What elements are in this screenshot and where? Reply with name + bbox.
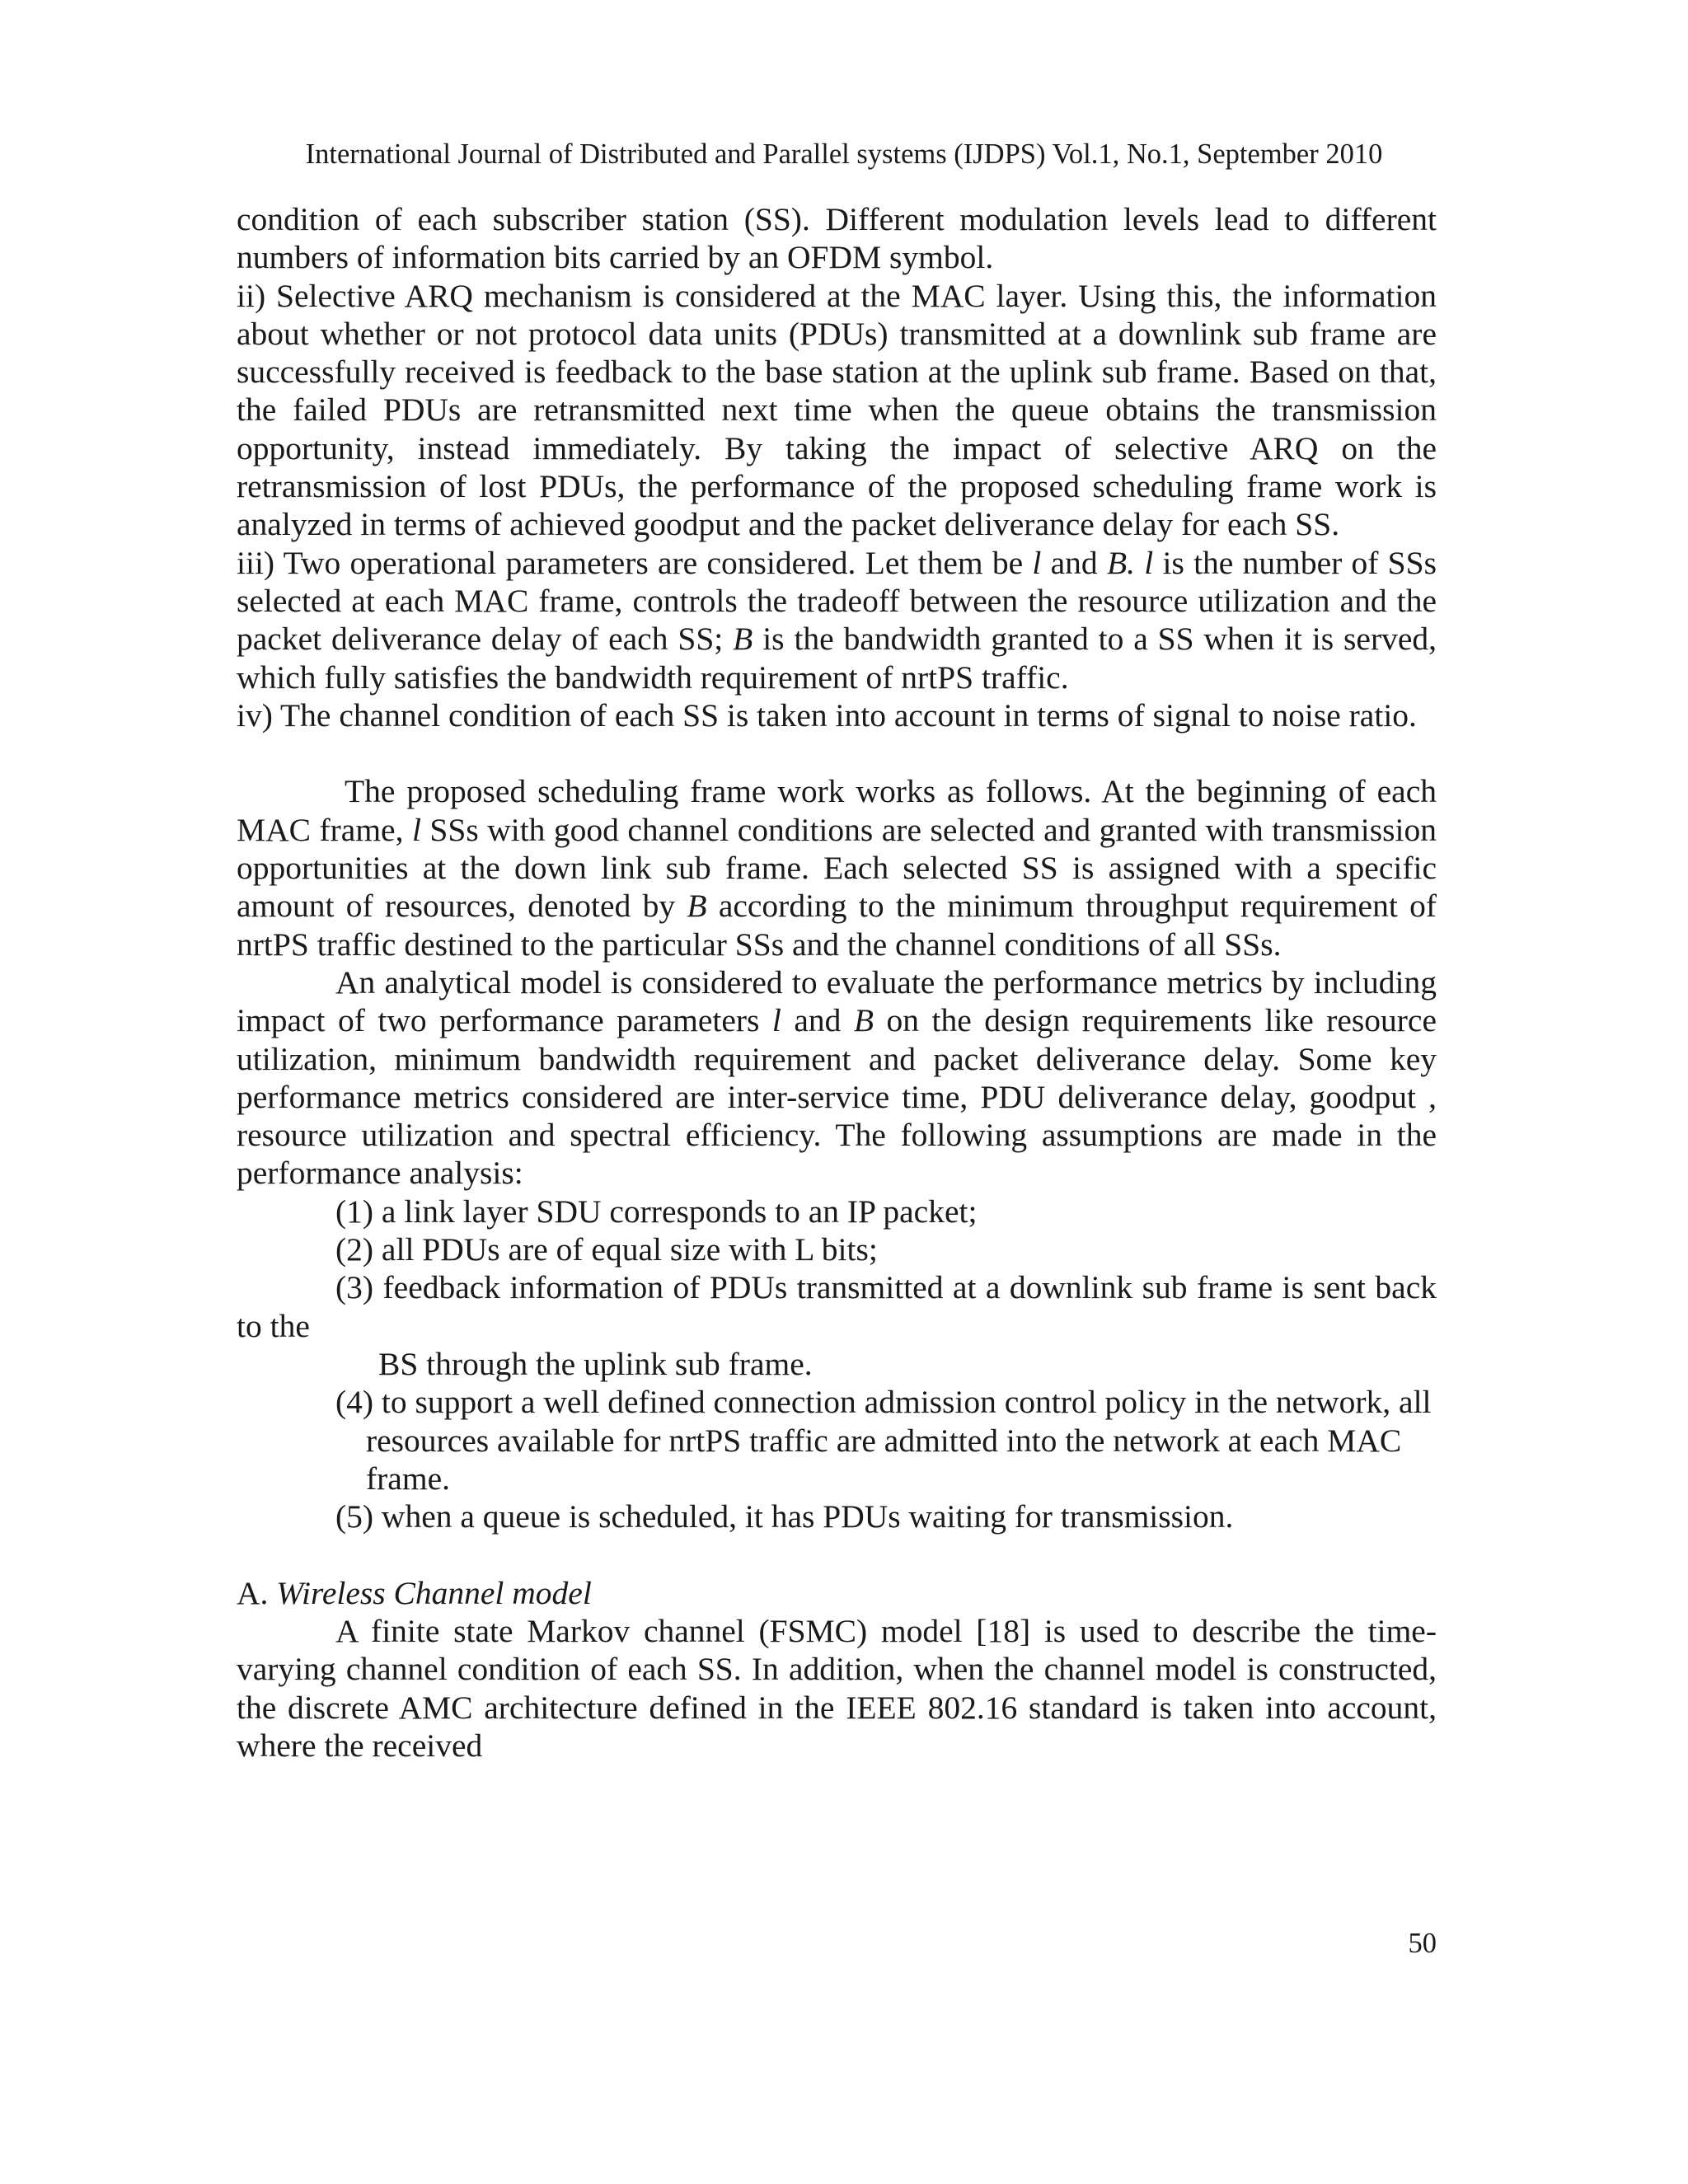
- assumption-5: (5) when a queue is scheduled, it has PDUs waiting for transmission.: [335, 1498, 1234, 1535]
- scheduling-paragraph-2: An analytical model is considered to evaluate the performance metrics by including impact of two performance parameters l and B on the design requirements like resource utilization, minimum bandwidth requirement and packet deliverance delay. Some key performance metrics considered are inter-service time, PDU deliverance delay, goodput , resource utilization and spectral efficiency. The following assumptions are made in the performance analysis:: [237, 963, 1437, 1192]
- section-a-paragraph: A finite state Markov channel (FSMC) model [18] is used to describe the time-varying channel condition of each SS. In addition, when the channel model is constructed, the discrete AMC architecture defined in the IEEE 802.16 standard is taken into account, where the received: [237, 1612, 1437, 1764]
- list-item-iii: iii) Two operational parameters are considered. Let them be l and B. l is the number of SSs selected at each MAC frame, controls the tradeoff between the resource utilization and the packet deliverance delay of each SS; B is the bandwidth granted to a SS when it is served, which fully satisfies the bandwidth requirement of nrtPS traffic.: [237, 544, 1437, 696]
- body-text: [237, 200, 1437, 1765]
- section-a-heading: A. Wireless Channel model: [237, 1574, 592, 1611]
- assumption-3-line-2: BS through the uplink sub frame.: [378, 1345, 813, 1382]
- paragraph-gap: [237, 734, 1437, 772]
- assumption-3-line-1: (3) feedback information of PDUs transmitted at a downlink sub frame is sent back to the: [237, 1269, 1437, 1344]
- scheduling-paragraph-1: The proposed scheduling frame work works as follows. At the beginning of each MAC frame, l SSs with good channel conditions are selected and granted with transmission opportunities at the down link sub frame. Each selected SS is assigned with a specific amount of resources, denoted by B according to the minimum throughput requirement of nrtPS traffic destined to the particular SSs and the channel conditions of all SSs.: [237, 773, 1437, 963]
- assumption-4-line-1: (4) to support a well defined connection admission control policy in the network, all: [335, 1384, 1432, 1421]
- list-item-ii: ii) Selective ARQ mechanism is considered at the MAC layer. Using this, the information about whether or not protocol data units (PDUs) transmitted at a downlink sub frame are successfully received is feedback to the base station at the uplink sub frame. Based on that, the failed PDUs are retransmitted next time when the queue obtains the transmission opportunity, instead immediately. By taking the impact of selective ARQ on the retransmission of lost PDUs, the performance of the proposed scheduling frame work is analyzed in terms of achieved goodput and the packet deliverance delay for each SS.: [237, 277, 1437, 543]
- running-header: International Journal of Distributed and Parallel systems (IJDPS) Vol.1, No.1, September 2010: [305, 138, 1383, 170]
- paragraph-gap: [237, 1535, 1437, 1573]
- assumption-4-line-2: resources available for nrtPS traffic are admitted into the network at each MAC frame.: [366, 1422, 1402, 1497]
- assumption-1: (1) a link layer SDU corresponds to an IP packet;: [335, 1193, 978, 1230]
- page-number: 50: [1408, 1928, 1437, 1959]
- list-item-iv: iv) The channel condition of each SS is taken into account in terms of signal to noise ratio.: [237, 696, 1417, 733]
- assumption-2: (2) all PDUs are of equal size with L bits;: [335, 1231, 878, 1268]
- intro-continuation: condition of each subscriber station (SS). Different modulation levels lead to different numbers of information bits carried by an OFDM symbol.: [237, 201, 1437, 276]
